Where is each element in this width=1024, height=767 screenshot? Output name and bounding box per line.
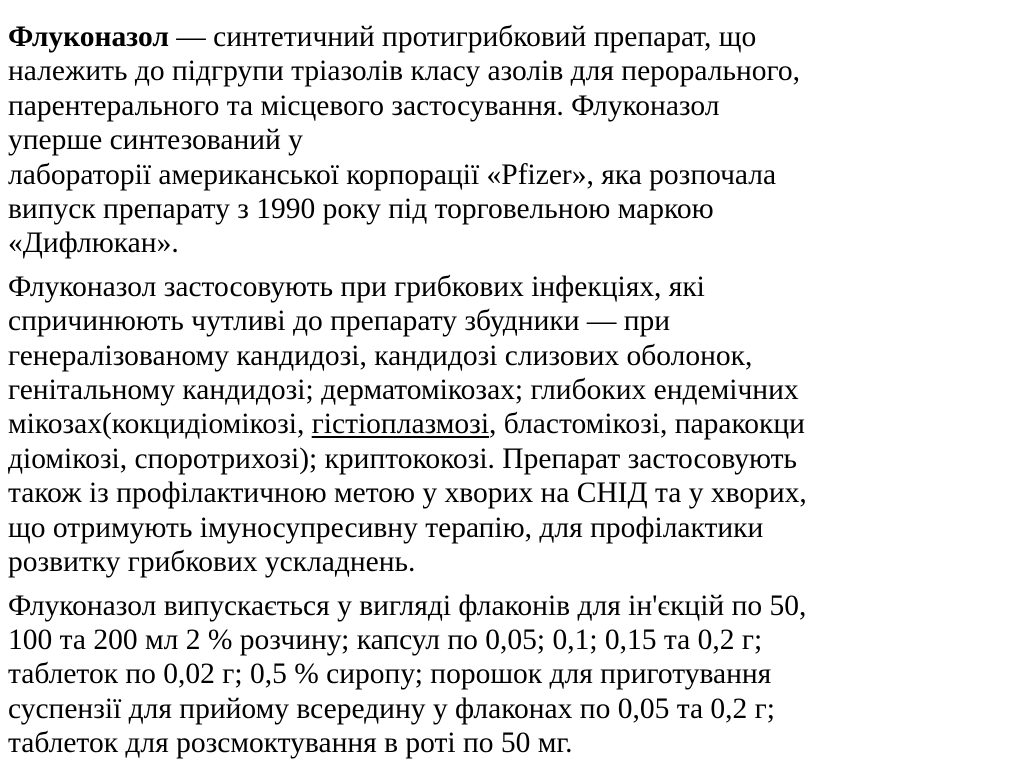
paragraph-text: — синтетичний протигрибковий препарат, що <box>168 21 757 53</box>
paragraph-line: спричинюють чутливі до препарату збудники — при <box>8 305 671 338</box>
paragraph-line: також із профілактичною метою у хворих на СНІД та у хворих, <box>8 477 807 510</box>
paragraph-indications <box>0 270 1024 580</box>
paragraph-line: генералізованому кандидозі, кандидозі слизових оболонок, <box>8 339 753 372</box>
paragraph-line: Флуконазол випускається у вигляді флаконів для ін'єкцій по 50, <box>8 589 807 622</box>
paragraph-line: таблеток по 0,02 г; 0,5 % сиропу; порошок для приготування <box>8 658 772 691</box>
histoplasmosis-link[interactable]: гістіоплазмозі <box>311 408 490 441</box>
paragraph-line <box>8 407 1024 441</box>
paragraph-line: діомікозі, споротрихозі); криптококозі. Препарат застосовують <box>8 442 797 475</box>
paragraph-line: генітальному кандидозі; дерматомікозах; глибоких ендемічних <box>8 374 799 407</box>
paragraph-line <box>8 20 1024 54</box>
paragraph-line: Флуконазол застосовують при грибкових інфекціях, які <box>8 270 705 303</box>
paragraph-line: що отримують імуносупресивну терапію, для профілактики <box>8 511 764 544</box>
paragraph-line: «Дифлюкан». <box>8 227 179 260</box>
paragraph-line: лабораторії американської корпорації «Pfizer», яка розпочала <box>8 158 777 191</box>
paragraph-line: 100 та 200 мл 2 % розчину; капсул по 0,05; 0,1; 0,15 та 0,2 г; <box>8 623 763 656</box>
paragraph-line: суспензії для прийому всередину у флаконах по 0,05 та 0,2 г; <box>8 692 775 725</box>
text-block <box>0 20 1024 761</box>
paragraph-line: парентерального та місцевого застосування. Флуконазол <box>8 89 720 122</box>
paragraph-dosage-forms <box>0 589 1024 761</box>
paragraph-line: уперше синтезований у <box>8 124 303 157</box>
paragraph-definition <box>0 20 1024 261</box>
paragraph-line: випуск препарату з 1990 року під торговельною маркою <box>8 193 714 226</box>
paragraph-line: таблеток для розсмоктування в роті по 50 мг. <box>8 727 573 760</box>
paragraph-line: належить до підгрупи тріазолів класу азолів для перорального, <box>8 55 800 88</box>
paragraph-line: розвитку грибкових ускладнень. <box>8 546 416 579</box>
paragraph-text: мікозах(кокцидіомікозі, <box>8 408 312 441</box>
paragraph-text: , бластомікозі, паракокци <box>489 408 805 441</box>
term-fluconazole: Флуконазол <box>8 21 169 53</box>
